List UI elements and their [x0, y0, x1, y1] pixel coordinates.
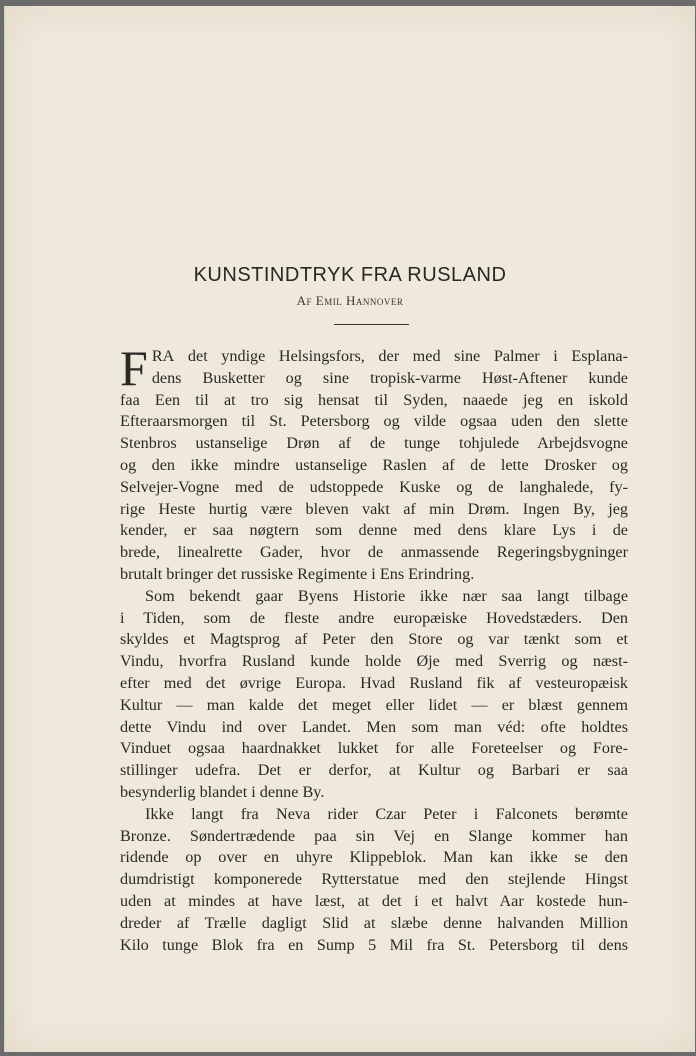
text-line: Kultur — man kalde det meget eller lidet — er blæst gennem [120, 695, 628, 714]
text-line: stillinger udefra. Det er derfor, at Kultur og Barbari er saa [120, 761, 628, 780]
text-line: dette Vindu ind over Landet. Men som man véd: ofte holdtes [120, 717, 628, 736]
article-body [120, 340, 628, 956]
text-line: Kilo tunge Blok fra en Sump 5 Mil fra St. Petersborg til dens [120, 935, 628, 954]
text-line: kender, er saa nøgtern som denne med dens klare Lys i de [120, 521, 628, 540]
text-line: skyldes et Magtsprog af Peter den Store og var tænkt som et [120, 630, 628, 649]
text-line: faa Een til at tro sig hensat til Syden, naaede jeg en iskold [120, 390, 628, 409]
text-line: dens Busketter og sine tropisk-varme Høst-Aftener kunde [151, 368, 628, 387]
title-divider [334, 324, 409, 325]
drop-cap: F [120, 340, 148, 396]
text-line: Stenbros ustanselige Drøn af de tunge tohjulede Arbejdsvogne [120, 434, 628, 453]
text-line: Vindu, hvorfra Rusland kunde holde Øje med Sverrig og næst- [120, 652, 628, 671]
text-line: Vinduet ogsaa haardnakket lukket for alle Foreteelser og Fore- [120, 739, 628, 758]
text-line: RA det yndige Helsingsfors, der med sine Palmer i Esplana- [151, 347, 628, 365]
text-line: Selvejer-Vogne med de udstoppede Kuske og de langhalede, fy- [120, 477, 628, 496]
book-page [4, 6, 695, 1052]
article-byline: Af Emil Hannover [296, 293, 404, 308]
text-line: brutalt bringer det russiske Regimente i Ens Erindring. [120, 564, 475, 583]
text-line: Bronze. Søndertrædende paa sin Vej en Slange kommer han [120, 826, 628, 845]
text-line: ridende op over en uhyre Klippeblok. Man kan ikke se den [120, 848, 628, 867]
text-line: efter med det øvrige Europa. Hvad Rusland fik af vesteuropæisk [120, 673, 628, 692]
text-line: dumdristigt komponerede Rytterstatue med den stejlende Hingst [120, 870, 628, 889]
text-line: uden at mindes at have læst, at det i et halvt Aar kostede hun- [120, 891, 628, 910]
text-line: Efteraarsmorgen til St. Petersborg og vilde ogsaa uden den slette [120, 412, 628, 431]
text-line: i Tiden, som de fleste andre europæiske Hovedstæders. Den [120, 608, 628, 627]
article-title: KUNSTINDTRYK FRA RUSLAND [193, 264, 507, 286]
text-line: Ikke langt fra Neva rider Czar Peter i Falconets berømte [145, 804, 628, 823]
text-line: Som bekendt gaar Byens Historie ikke nær saa langt tilbage [145, 586, 628, 605]
text-line: brede, linealrette Gader, hvor de anmassende Regeringsbygninger [120, 543, 628, 562]
first-word-rest: RA [151, 347, 175, 365]
text-line: og den ikke mindre ustanselige Raslen af de lette Drosker og [120, 455, 628, 474]
text-line: rige Heste hurtig være bleven vakt af min Drøm. Ingen By, jeg [120, 499, 628, 518]
text-line: besynderlig blandet i denne By. [120, 782, 325, 801]
text-line: dreder af Trælle dagligt Slid at slæbe denne halvanden Million [120, 913, 628, 932]
